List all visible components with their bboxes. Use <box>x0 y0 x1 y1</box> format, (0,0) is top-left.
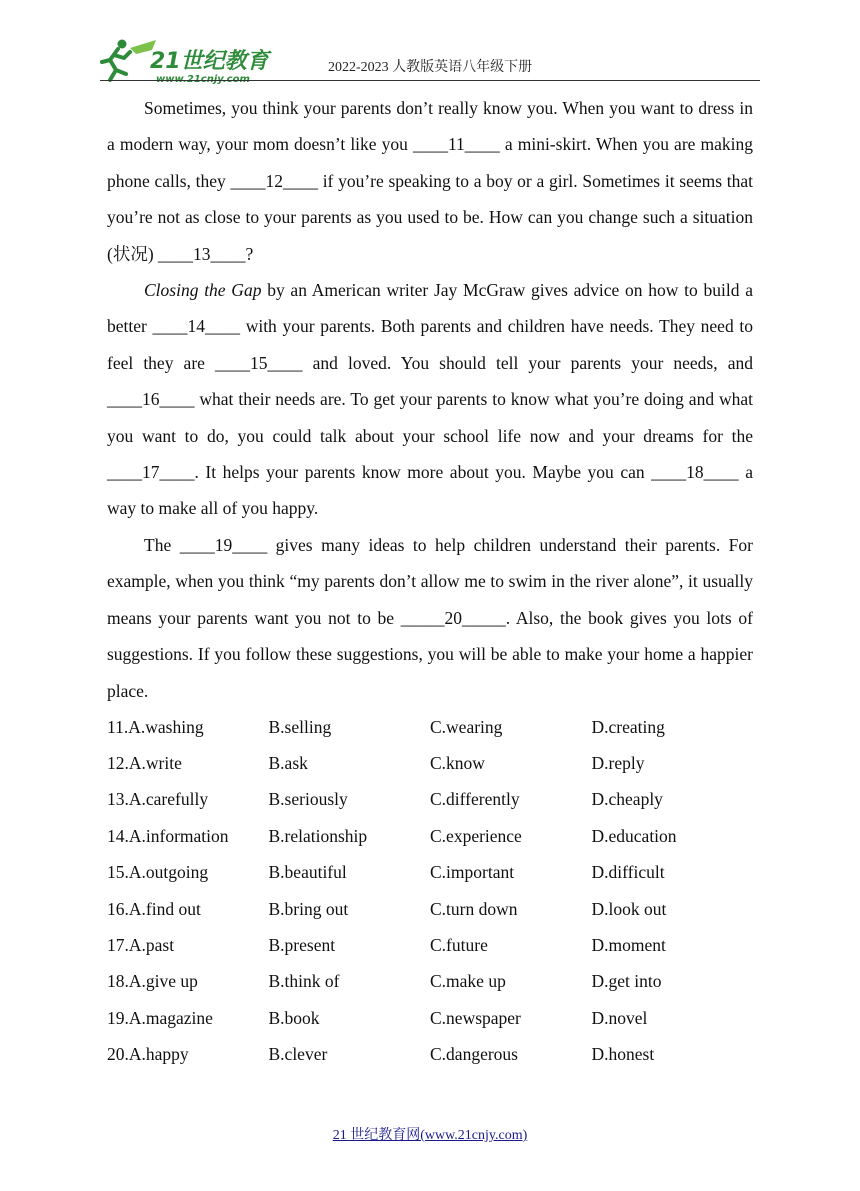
option-choice: 18.A.give up <box>107 971 198 992</box>
option-choice: B.beautiful <box>268 862 347 883</box>
option-choice: C.experience <box>430 825 522 846</box>
option-choice: B.relationship <box>268 825 368 846</box>
runner-icon <box>102 40 156 81</box>
option-choice: B.bring out <box>268 898 349 919</box>
option-choice: C.know <box>430 752 485 773</box>
header-title: 2022-2023 人教版英语八年级下册 <box>328 60 533 75</box>
option-choice: C.future <box>430 934 488 955</box>
option-choice: D.look out <box>591 898 667 919</box>
option-choice: D.cheaply <box>591 789 663 810</box>
paragraph-3: The ____19____ gives many ideas to help children understand their parents. For example, when you think “my parents don’t allow me to swim in the river alone”, it usually means your parents want you not to be _____20_____. Also, the book gives you lots of suggestions. If you follow these suggestions, you will be able to make your home a happier place. <box>107 534 753 701</box>
option-choice: D.get into <box>591 971 662 992</box>
option-choice: D.honest <box>591 1044 655 1065</box>
option-row <box>107 745 753 781</box>
option-choice: B.ask <box>268 752 308 773</box>
option-choice: 11.A.washing <box>107 716 204 737</box>
option-choice: 16.A.find out <box>107 898 201 919</box>
option-choice: C.important <box>430 862 515 883</box>
option-row <box>107 891 753 927</box>
paragraph-1: Sometimes, you think your parents don’t really know you. When you want to dress in a modern way, your mom doesn’t like you ____11____ a mini-skirt. When you are making phone calls, they ____12____ if you’re speaking to a boy or a girl. Sometimes it seems that you’re not as close to your parents as you used to be. How can you change such a situation (状况) ____13____? <box>107 98 753 264</box>
logo-url: www.21cnjy.com <box>156 74 250 85</box>
option-choice: C.turn down <box>430 898 518 919</box>
main-content <box>107 90 753 1073</box>
option-choice: D.moment <box>591 934 666 955</box>
logo <box>100 38 280 86</box>
option-choice: 13.A.carefully <box>107 789 209 810</box>
option-choice: C.dangerous <box>430 1044 518 1065</box>
footer-link[interactable]: 21 世纪教育网(www.21cnjy.com) <box>332 1128 528 1143</box>
option-choice: D.creating <box>591 716 665 737</box>
header-divider <box>100 80 760 81</box>
page-footer <box>0 1124 860 1144</box>
paragraph-2-text: by an American writer Jay McGraw gives advice on how to build a better ____14____ with your parents. Both parents and children have needs. They need to feel they are ____15____ and loved. You should tell your parents your needs, and ____16____ what their needs are. To get your parents to know what you’re doing and what you want to do, you could talk about your school life now and your dreams for the ____17____. It helps your parents know more about you. Maybe you can ____18____ a way to make all of you happy. <box>107 280 753 519</box>
option-choice: 12.A.write <box>107 752 182 773</box>
option-choice: 19.A.magazine <box>107 1007 213 1028</box>
option-choice: B.seriously <box>268 789 348 810</box>
option-choice: B.selling <box>268 716 332 737</box>
option-row <box>107 782 753 818</box>
option-choice: 20.A.happy <box>107 1044 189 1065</box>
option-row <box>107 927 753 963</box>
option-choice: 17.A.past <box>107 934 175 955</box>
option-choice: D.difficult <box>591 862 665 883</box>
option-choice: C.wearing <box>430 716 503 737</box>
option-row <box>107 709 753 745</box>
page-header <box>0 0 860 90</box>
option-row <box>107 964 753 1000</box>
option-choice: C.newspaper <box>430 1007 521 1028</box>
answer-options <box>107 709 753 1073</box>
option-choice: B.clever <box>268 1044 328 1065</box>
logo-text: 21世纪教育 <box>150 49 269 74</box>
option-choice: 15.A.outgoing <box>107 862 209 883</box>
paragraph-2 <box>107 272 753 527</box>
option-row <box>107 1000 753 1036</box>
option-choice: C.differently <box>430 789 520 810</box>
option-choice: D.reply <box>591 752 645 773</box>
option-choice: D.education <box>591 825 677 846</box>
option-choice: C.make up <box>430 971 506 992</box>
option-row <box>107 854 753 890</box>
book-title: Closing the Gap <box>144 280 262 301</box>
option-row <box>107 818 753 854</box>
option-choice: B.present <box>268 934 336 955</box>
option-row <box>107 1036 753 1072</box>
option-choice: 14.A.information <box>107 825 229 846</box>
option-choice: B.book <box>268 1007 320 1028</box>
option-choice: B.think of <box>268 971 340 992</box>
option-choice: D.novel <box>591 1007 648 1028</box>
